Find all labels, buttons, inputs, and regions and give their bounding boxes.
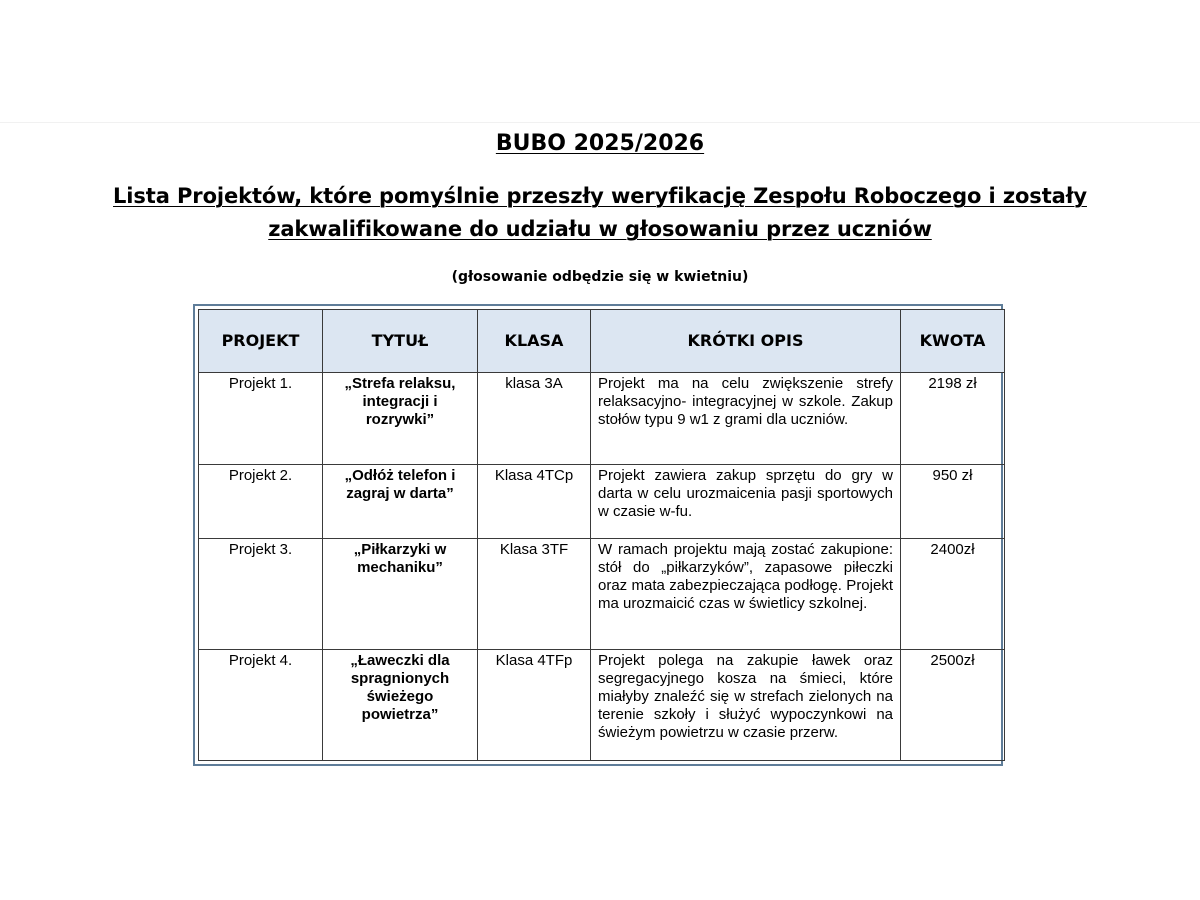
cell-project: Projekt 1.: [199, 373, 323, 465]
table-row: [199, 650, 1005, 761]
header-project: PROJEKT: [199, 310, 323, 373]
document-title: BUBO 2025/2026: [495, 131, 705, 156]
cell-class: Klasa 4TCp: [478, 465, 591, 539]
cell-description: Projekt zawiera zakup sprzętu do gry w darta w celu urozmaicenia pasji sportowych w czasie w-fu.: [591, 465, 901, 539]
cell-title: „Strefa relaksu, integracji i rozrywki”: [323, 373, 478, 465]
cell-project: Projekt 3.: [199, 539, 323, 650]
cell-title: „Piłkarzyki w mechaniku”: [323, 539, 478, 650]
header-amount: KWOTA: [901, 310, 1005, 373]
cell-amount: 950 zł: [901, 465, 1005, 539]
cell-class: Klasa 3TF: [478, 539, 591, 650]
cell-amount: 2500zł: [901, 650, 1005, 761]
header-description: KRÓTKI OPIS: [591, 310, 901, 373]
projects-table-frame: [193, 304, 1003, 766]
cell-class: Klasa 4TFp: [478, 650, 591, 761]
table-row: [199, 539, 1005, 650]
subtitle-line-1: Lista Projektów, które pomyślnie przeszły weryfikację Zespołu Roboczego i zostały: [113, 184, 1087, 208]
projects-table: [198, 309, 1005, 761]
subtitle-line-2: zakwalifikowane do udziału w głosowaniu przez uczniów: [268, 217, 932, 241]
cell-description: Projekt ma na celu zwiększenie strefy relaksacyjno- integracyjnej w szkole. Zakup stołów typu 9 w1 z grami dla uczniów.: [591, 373, 901, 465]
document-subtitle: [0, 180, 1200, 246]
table-header-row: [199, 310, 1005, 373]
cell-title: „Odłóż telefon i zagraj w darta”: [323, 465, 478, 539]
cell-title: „Ławeczki dla spragnionych świeżego powietrza”: [323, 650, 478, 761]
cell-project: Projekt 4.: [199, 650, 323, 761]
header-class: KLASA: [478, 310, 591, 373]
table-row: [199, 373, 1005, 465]
cell-description: Projekt polega na zakupie ławek oraz segregacyjnego kosza na śmieci, które miałyby znaleźć się w strefach zielonych na terenie szkoły i służyć wypoczynkowi na świeżym powietrzu w czasie przerw.: [591, 650, 901, 761]
page-divider: [0, 122, 1200, 123]
cell-description: W ramach projektu mają zostać zakupione: stół do „piłkarzyków”, zapasowe piłeczki oraz mata zabezpieczająca podłogę. Projekt ma urozmaicić czas w świetlicy szkolnej.: [591, 539, 901, 650]
cell-amount: 2198 zł: [901, 373, 1005, 465]
table-row: [199, 465, 1005, 539]
voting-note: (głosowanie odbędzie się w kwietniu): [451, 269, 749, 285]
header-title: TYTUŁ: [323, 310, 478, 373]
cell-amount: 2400zł: [901, 539, 1005, 650]
cell-project: Projekt 2.: [199, 465, 323, 539]
cell-class: klasa 3A: [478, 373, 591, 465]
